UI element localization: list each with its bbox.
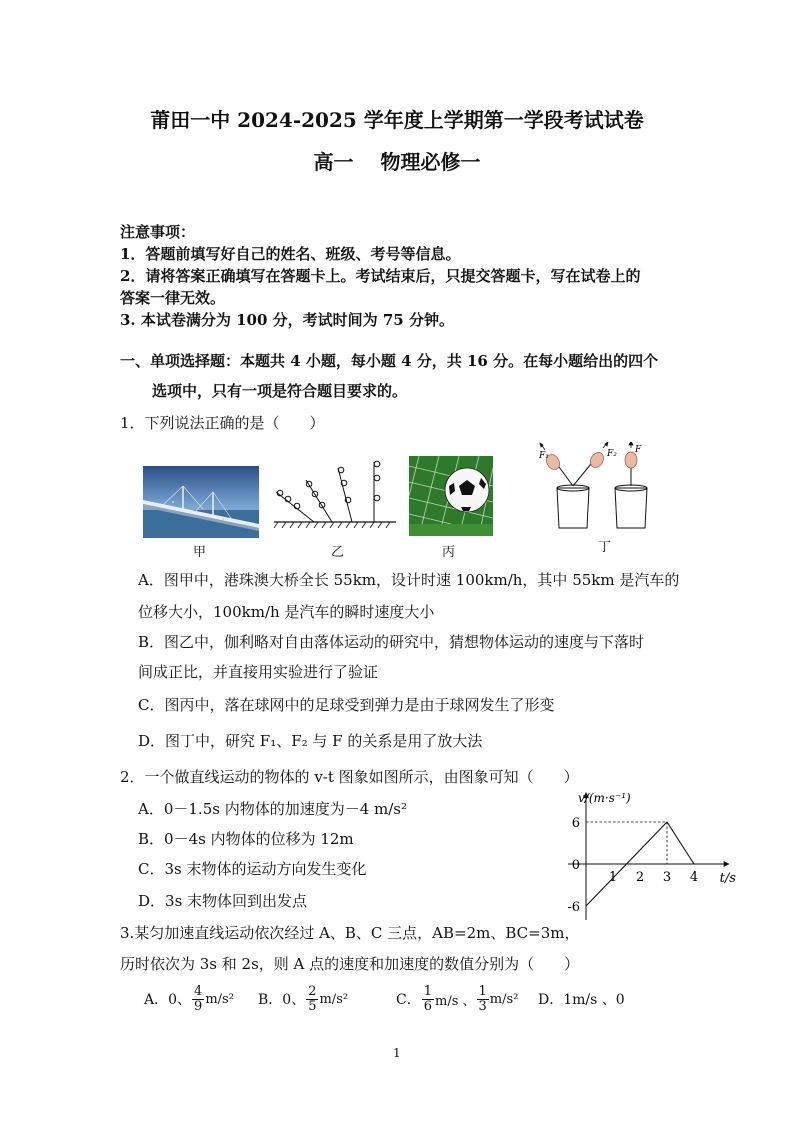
force-label-f: F [635,445,642,455]
q2-option-b: B．0－4s 内物体的位移为 12m [138,830,354,848]
q1-option-d: D．图丁中，研究 F₁、F₂ 与 F 的关系是用了放大法 [138,732,483,750]
y-axis-label: v/(m·s⁻¹) [578,791,631,805]
q1-stem: 1．下列说法正确的是（ ） [120,414,325,432]
x-tick-3: 3 [662,870,672,885]
q3-option-b-prefix: B．0、 [258,992,306,1008]
section1-heading: 一、单项选择题：本题共 4 小题，每小题 4 分，共 16 分。在每小题给出的四个 [120,352,659,370]
fraction-denominator: 9 [194,998,203,1014]
q3-option-a-fraction [192,985,204,1014]
q3-option-a [144,984,234,1014]
fraction-numerator: 2 [308,983,317,999]
q2-option-a: A．0－1.5s 内物体的加速度为－4 m/s² [138,800,407,818]
page-title: 莆田一中 2024-2025 学年度上学期第一学段考试试卷 [150,108,644,132]
q3-option-c-fraction-2 [477,985,489,1014]
fraction-denominator: 5 [308,998,317,1014]
x-tick-1: 1 [608,870,618,885]
q1-option-c: C．图丙中，落在球网中的足球受到弹力是由于球网发生了形变 [138,696,555,714]
x-tick-4: 4 [689,870,699,885]
bridge-photo [143,466,259,538]
caption-bing: 丙 [442,545,456,560]
q1-option-b-cont: 间成正比，并直接用实验进行了验证 [138,663,379,681]
q1-option-b: B．图乙中，伽利略对自由落体运动的研究中，猜想物体运动的速度与下落时 [138,633,645,651]
origin-label: 0 [571,858,580,873]
accel-unit: m/s² [319,991,349,1007]
q3-stem: 3.某匀加速直线运动依次经过 A、B、C 三点，AB=2m、BC=3m， [120,924,580,942]
fraction-denominator: 6 [423,998,432,1014]
q2-stem: 2．一个做直线运动的物体的 v-t 图象如图所示，由图象可知（ ） [120,768,579,786]
y-tick--6: -6 [567,900,580,915]
notes-item-2-cont: 答案一律无效。 [120,289,226,307]
q1-option-a-cont: 位移大小，100km/h 是汽车的瞬时速度大小 [138,603,435,621]
force-experiment-diagram [537,442,669,532]
q3-option-d: D．1m/s 、0 [538,992,625,1008]
q3-option-c-fraction-1 [422,985,434,1014]
fraction-numerator: 1 [478,983,487,999]
caption-yi: 乙 [331,545,345,560]
fraction-denominator: 3 [478,998,487,1014]
velocity-unit: m/s 、 [435,993,476,1009]
notes-item-2: 2．请将答案正确填写在答题卡上。考试结束后，只提交答题卡，写在试卷上的 [120,267,641,285]
q3-stem-cont: 历时依次为 3s 和 2s，则 A 点的速度和加速度的数值分别为（ ） [120,955,580,973]
q3-option-b-fraction [306,985,318,1014]
q3-option-b [258,984,348,1014]
q3-option-a-prefix: A．0、 [144,992,192,1008]
caption-jia: 甲 [193,545,207,560]
force-label-f2: F₂ [607,449,617,459]
notes-heading: 注意事项： [120,223,196,241]
page-subtitle: 高一 物理必修一 [313,150,481,174]
x-axis-label: t/s [719,871,736,886]
accel-unit: m/s² [489,991,519,1007]
page-number: 1 [393,1046,401,1060]
q2-option-c: C．3s 末物体的运动方向发生变化 [138,860,367,878]
force-label-f1: F₁ [539,451,549,461]
q2-option-d: D．3s 末物体回到出发点 [138,892,308,910]
fraction-numerator: 1 [423,983,432,999]
vt-graph [548,788,738,928]
x-tick-2: 2 [635,870,645,885]
x-axis-arrow [724,861,730,867]
accel-unit: m/s² [205,991,234,1007]
q1-option-a: A．图甲中，港珠澳大桥全长 55km，设计时速 100km/h，其中 55km 是汽车的 [138,571,680,589]
soccer-ball-net-photo [409,456,493,536]
section1-heading-cont: 选项中，只有一项是符合题目要求的。 [152,382,408,400]
notes-item-1: 1．答题前填写好自己的姓名、班级、考号等信息。 [120,245,461,263]
q3-option-c-prefix: C． [396,992,421,1008]
caption-ding: 丁 [598,540,612,555]
notes-item-3: 3. 本试卷满分为 100 分，考试时间为 75 分钟。 [120,311,454,329]
y-tick-6: 6 [571,816,580,831]
fraction-numerator: 4 [194,983,203,999]
galileo-incline-diagram [270,458,400,532]
q3-option-c [396,984,518,1014]
